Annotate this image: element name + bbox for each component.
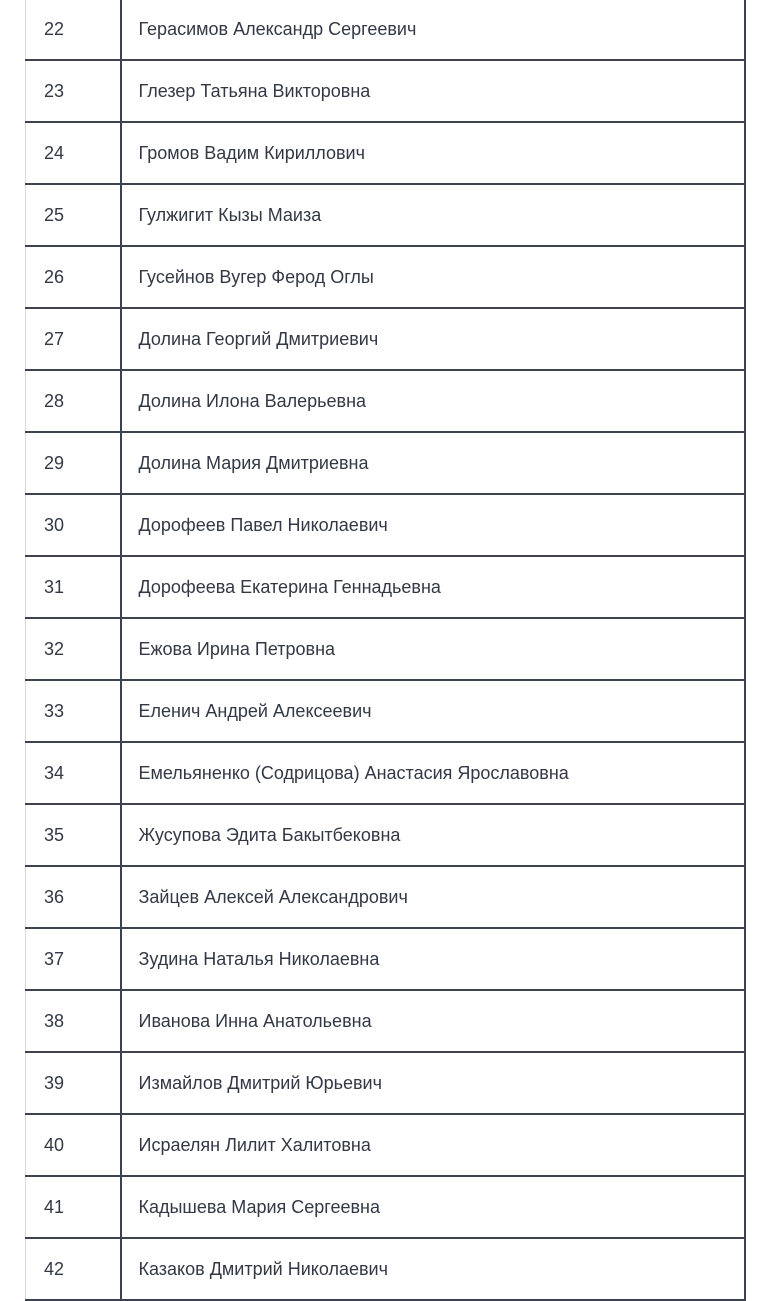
- row-number: 39: [26, 1052, 121, 1114]
- table-row: [26, 432, 745, 494]
- row-number: 26: [26, 246, 121, 308]
- table-row: [26, 1176, 745, 1238]
- table-row: [26, 308, 745, 370]
- row-number: 33: [26, 680, 121, 742]
- row-name: Иванова Инна Анатольевна: [121, 990, 745, 1052]
- table-row: [26, 680, 745, 742]
- table-row: [26, 742, 745, 804]
- row-number: 24: [26, 122, 121, 184]
- row-number: 32: [26, 618, 121, 680]
- row-name: Жусупова Эдита Бакытбековна: [121, 804, 745, 866]
- table-row: [26, 122, 745, 184]
- row-name: Зайцев Алексей Александрович: [121, 866, 745, 928]
- table-row: [26, 0, 745, 60]
- row-number: 23: [26, 60, 121, 122]
- table-row: [26, 990, 745, 1052]
- table-row: [26, 804, 745, 866]
- table-row: [26, 618, 745, 680]
- row-name: Громов Вадим Кириллович: [121, 122, 745, 184]
- row-name: Долина Мария Дмитриевна: [121, 432, 745, 494]
- row-number: 27: [26, 308, 121, 370]
- row-name: Гулжигит Кызы Маиза: [121, 184, 745, 246]
- row-number: 35: [26, 804, 121, 866]
- row-number: 30: [26, 494, 121, 556]
- row-number: 25: [26, 184, 121, 246]
- participants-table-body: [26, 0, 745, 1300]
- table-row: [26, 928, 745, 990]
- row-name: Казаков Дмитрий Николаевич: [121, 1238, 745, 1300]
- row-name: Исраелян Лилит Халитовна: [121, 1114, 745, 1176]
- row-number: 28: [26, 370, 121, 432]
- row-number: 42: [26, 1238, 121, 1300]
- table-row: [26, 556, 745, 618]
- row-name: Кадышева Мария Сергеевна: [121, 1176, 745, 1238]
- table-row: [26, 60, 745, 122]
- table-row: [26, 1238, 745, 1300]
- row-number: 36: [26, 866, 121, 928]
- row-name: Дорофеев Павел Николаевич: [121, 494, 745, 556]
- table-row: [26, 866, 745, 928]
- row-name: Долина Георгий Дмитриевич: [121, 308, 745, 370]
- row-name: Еленич Андрей Алексеевич: [121, 680, 745, 742]
- row-number: 34: [26, 742, 121, 804]
- table-row: [26, 1114, 745, 1176]
- row-number: 38: [26, 990, 121, 1052]
- row-name: Герасимов Александр Сергеевич: [121, 0, 745, 60]
- row-number: 29: [26, 432, 121, 494]
- row-number: 40: [26, 1114, 121, 1176]
- participants-table-container: [25, 0, 744, 1301]
- row-number: 37: [26, 928, 121, 990]
- row-number: 31: [26, 556, 121, 618]
- table-row: [26, 184, 745, 246]
- participants-table: [25, 0, 746, 1301]
- row-name: Зудина Наталья Николаевна: [121, 928, 745, 990]
- row-number: 41: [26, 1176, 121, 1238]
- row-name: Дорофеева Екатерина Геннадьевна: [121, 556, 745, 618]
- row-name: Гусейнов Вугер Ферод Оглы: [121, 246, 745, 308]
- row-name: Глезер Татьяна Викторовна: [121, 60, 745, 122]
- row-name: Измайлов Дмитрий Юрьевич: [121, 1052, 745, 1114]
- table-row: [26, 1052, 745, 1114]
- row-number: 22: [26, 0, 121, 60]
- table-row: [26, 494, 745, 556]
- table-row: [26, 370, 745, 432]
- row-name: Долина Илона Валерьевна: [121, 370, 745, 432]
- table-row: [26, 246, 745, 308]
- row-name: Ежова Ирина Петровна: [121, 618, 745, 680]
- row-name: Емельяненко (Содрицова) Анастасия Ярославовна: [121, 742, 745, 804]
